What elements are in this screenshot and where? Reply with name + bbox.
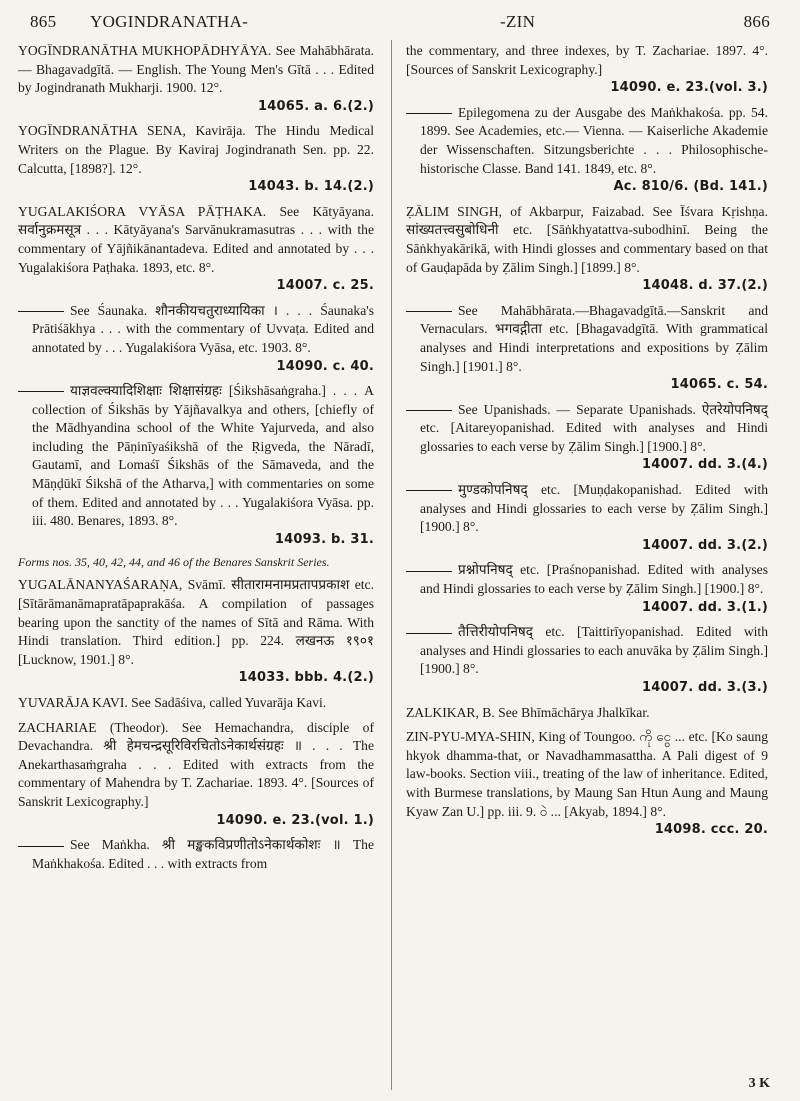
entry-text: See Śaunaka. शौनकीयचतुराध्यायिका । . . . Śaunaka's Prātiśākhya . . . with the commentary of Uvvaṭa. Edited and annotated by . . . Yugalakiśora Vyāsa, etc. 1903. 8°. (32, 302, 374, 355)
repeat-dash (18, 391, 64, 392)
catalogue-entry (406, 728, 768, 840)
catalogue-entry (406, 401, 768, 475)
entry-text: ZACHARIAE (Theodor). See Hemachandra, disciple of Devachandra. श्री हेमचन्द्रसूरिविरचितोऽनेकार्थसंग्रहः ॥ . . . The Anekarthasaṁgraha . . . Edited with extracts from the commentary of Mahendra by T. Zachariae. 1893. 4°. [Sources of Sanskrit Lexicography.] (18, 719, 374, 809)
shelfmark: 14093. b. 31. (274, 531, 374, 547)
page-number-left: 865 (30, 12, 57, 31)
entry-text: याज्ञवल्क्यादिशिक्षाः शिक्षासंग्रहः [Śikshāsaṅgraha.] . . . A collection of Śikshās by Yājñavalkya and others, [chiefly of the Mādhyandina school of the White Yajurveda, and also including the Pāṇinīyaśikshā of the Ṛigveda, the Nāradī, Gautamī, and Lomaśī Śikshās of the Sāmaveda, and the Māṇḍūkī Śikshā of the Atharva,] with commentaries on some of them. Edited and annotated by . . . Yugalakiśora Vyāsa. pp. iii. 480. Benares, 1893. 8°. (32, 383, 374, 529)
entry-text: YUGALĀNANYAŚARAṆA, Svāmī. सीतारामनामप्रतापप्रकाश etc. [Sītārāmanāmapratāpaprakāśa. A compilation of passages bearing upon the sanctity of the names of Sītā and Rāma. With Hindi translation. Third edition.] pp. 224. लखनऊ १९०१ [Lucknow, 1901.] 8°. (18, 577, 374, 667)
shelfmark: 14007. dd. 3.(1.) (641, 599, 768, 615)
repeat-dash (406, 410, 452, 411)
repeat-dash (406, 113, 452, 114)
catalogue-entry (406, 203, 768, 296)
shelfmark: 14065. a. 6.(2.) (258, 98, 374, 114)
right-column (406, 42, 768, 846)
shelfmark: 14090. c. 40. (276, 358, 374, 374)
entry-text: the commentary, and three indexes, by T. Zachariae. 1897. 4°. [Sources of Sanskrit Lexicography.] (406, 43, 768, 77)
entry-text: प्रश्नोपनिषद् etc. [Praśnopanishad. Edited with analyses and Hindi glossaries to each verse by Ẓālim Singh.] [1900.] 8°. (420, 562, 768, 597)
repeat-dash (18, 311, 64, 312)
entry-text: Epilegomena zu der Ausgabe des Maṅkhakośa. pp. 54. 1899. See Academies, etc.— Vienna. — Kaiserliche Akademie der Wissenschaften. Sitzungsberichte . . . Philosophische-historische Classe. Band 141. 1849, etc. 8°. (420, 104, 768, 176)
catalogue-entry (406, 561, 768, 617)
catalogue-entry (18, 836, 374, 873)
entry-text: ẒĀLIM SINGH, of Akbarpur, Faizabad. See Īśvara Kṛishṇa. सांख्यतत्त्वसुबोधिनी etc. [Sāṅkhyatattva-subodhinī. Being the Sāṅkhyakārikā, with Hindi glosses and commentary based on that of Gauḍapāda by Ẓālim Singh.] [1899.] 8°. (406, 203, 768, 275)
catalogue-entry (406, 704, 768, 723)
catalogue-entry (406, 42, 768, 98)
entry-text: See Mahābhārata.—Bhagavadgītā.—Sanskrit and Vernaculars. भगवद्गीता etc. [Bhagavadgītā. With grammatical analyses and Hindi interpretations and expositions by Ẓālim Singh.] [1901.] 8°. (420, 302, 768, 374)
shelfmark: 14090. e. 23.(vol. 1.) (216, 812, 374, 828)
entry-text: मुण्डकोपनिषद् etc. [Muṇḍakopanishad. Edited with analyses and Hindi glossaries to each verse by Ẓālim Singh.] [1900.] 8°. (420, 482, 768, 535)
shelfmark: 14090. e. 23.(vol. 3.) (610, 80, 768, 96)
catalogue-entry (406, 623, 768, 697)
catalogue-entry (18, 203, 374, 296)
repeat-dash (406, 490, 452, 491)
running-head-left: YOGINDRANATHA- (90, 12, 249, 31)
entry-text: See Maṅkha. श्री मङ्खकविप्रणीतोऽनेकार्थकोशः ॥ The Maṅkhakośa. Edited . . . with extracts from (32, 837, 374, 871)
catalogue-entry (18, 555, 374, 570)
shelfmark: 14048. d. 37.(2.) (642, 278, 768, 294)
column-divider (391, 40, 392, 1090)
entry-text: Forms nos. 35, 40, 42, 44, and 46 of the Benares Sanskrit Series. (18, 555, 330, 570)
shelfmark: 14043. b. 14.(2.) (248, 179, 374, 195)
page-header (30, 12, 770, 36)
catalogue-entry (18, 42, 374, 116)
catalogue-entry (18, 302, 374, 376)
shelfmark: 14007. dd. 3.(4.) (641, 457, 768, 473)
entry-text: तैत्तिरीयोपनिषद् etc. [Taittirīyopanishad. Edited with analyses and Hindi glossaries to each anuvāka by Ẓālim Singh.] [1900.] 8°. (420, 624, 768, 677)
catalogue-entry (406, 481, 768, 555)
entry-text: YUVARĀJA KAVI. See Sadāśiva, called Yuvarāja Kavi. (18, 695, 327, 710)
shelfmark: Ac. 810/6. (Bd. 141.) (613, 179, 768, 195)
shelfmark: 14098. ccc. 20. (654, 822, 768, 838)
repeat-dash (18, 846, 64, 847)
page-number-right: 866 (743, 12, 770, 31)
repeat-dash (406, 571, 452, 572)
entry-text: ZALKIKAR, B. See Bhīmāchārya Jhalkīkar. (406, 704, 650, 720)
left-column (18, 42, 374, 879)
shelfmark: 14007. dd. 3.(3.) (641, 680, 768, 695)
signature-mark: 3 K (748, 1076, 770, 1091)
shelfmark: 14007. c. 25. (276, 278, 374, 294)
repeat-dash (406, 633, 452, 634)
catalogue-entry (18, 122, 374, 196)
catalogue-entry (18, 719, 374, 831)
catalogue-entry (406, 104, 768, 197)
shelfmark: 14065. c. 54. (670, 377, 768, 393)
entry-text: YOGĪNDRANĀTHA SENA, Kavirāja. The Hindu Medical Writers on the Plague. By Kaviraj Jogindranath Sen. pp. 22. Calcutta, [1898?]. 12°. (18, 123, 374, 176)
entry-text: YOGĪNDRANĀTHA MUKHOPĀDHYĀYA. See Mahābhārata. — Bhagavadgītā. — English. The Young Men's Gītā . . . Edited by Jogindranath Mukharji. 1900. 12°. (18, 43, 374, 96)
shelfmark: 14007. dd. 3.(2.) (641, 537, 768, 553)
shelfmark: 14033. bbb. 4.(2.) (238, 670, 374, 686)
catalogue-entry (18, 382, 374, 549)
repeat-dash (406, 311, 452, 312)
entry-text: ZIN-PYU-MYA-SHIN, King of Toungoo. ကို ငွေ ... etc. [Ko saung hkyok dhamma-that, or Navadhammasattha. A Pali digest of 9 law-books. Section viii., treating of the law of inheritance. Edited, with Burmese translations, by Maung San Htun Aung and Maung Kyaw Zan U.] pp. iii. 9. ဝဲ ... [Akyab, 1894.] 8°. (406, 729, 768, 819)
running-head-right: -ZIN (500, 12, 536, 31)
catalogue-entry (18, 576, 374, 688)
entry-text: YUGALAKIŚORA VYĀSA PĀṬHAKA. See Kātyāyana. सर्वानुक्रमसूत्र . . . Kātyāyana's Sarvānukramasutras . . . with the commentary of Yājñikānantadeva. Edited and annotated by . . . Yugalakiśora Paṭhaka. 1893, etc. 8°. (18, 203, 374, 275)
entry-text: See Upanishads. — Separate Upanishads. ऐतरेयोपनिषद् etc. [Aitareyopanishad. Edited with analyses and Hindi glossaries to each verse by Ẓālim Singh.] [1900.] 8°. (420, 401, 768, 454)
catalogue-entry (406, 302, 768, 395)
catalogue-entry (18, 694, 374, 713)
